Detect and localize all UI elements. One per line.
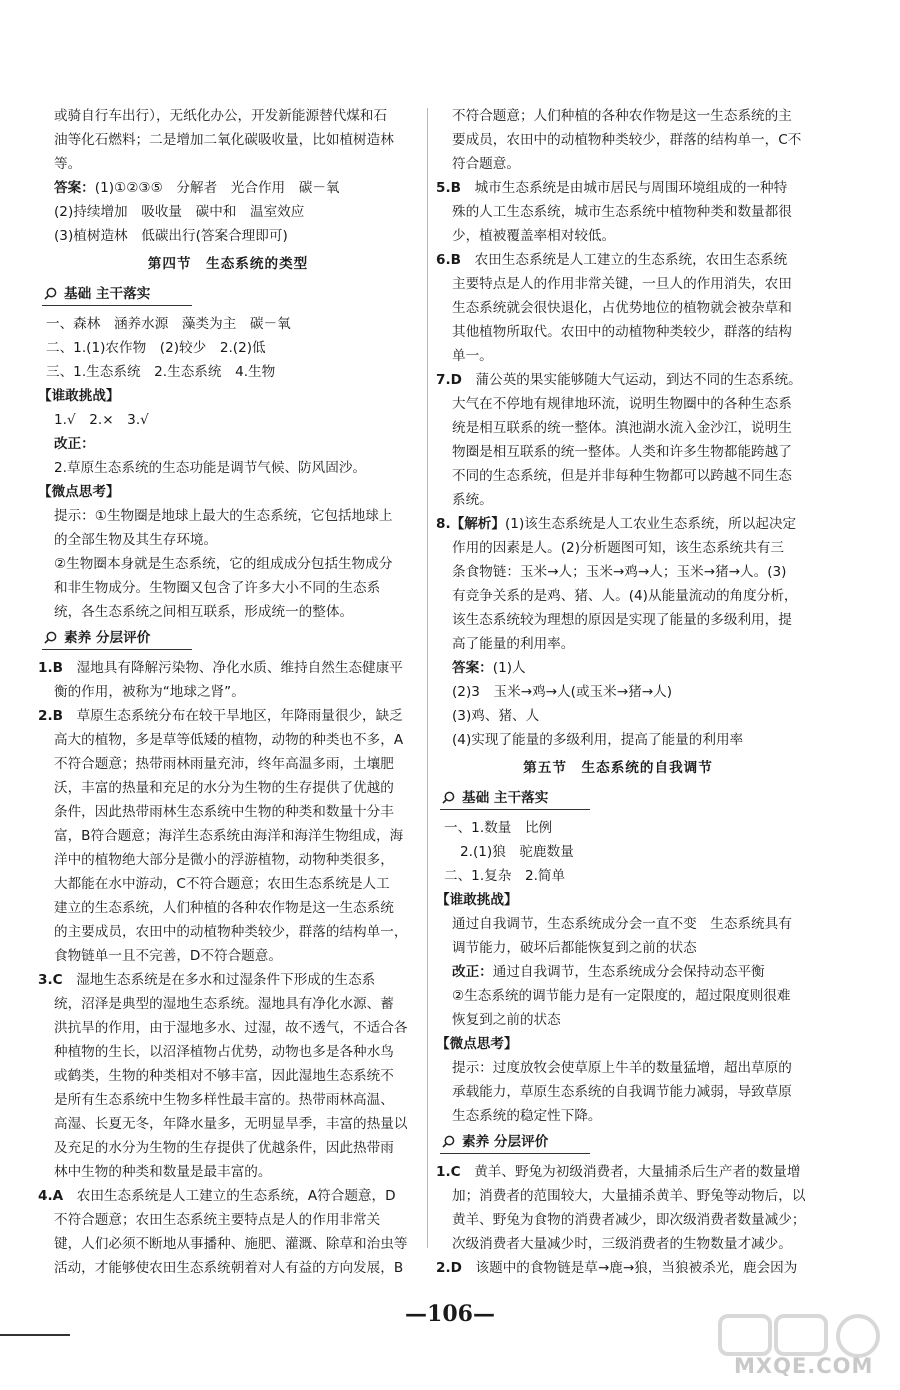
text-line: 承载能力，草原生态系统的自我调节能力减弱，导致草原 [452, 1084, 792, 1100]
item-number: 2.B [38, 708, 63, 724]
section-title: 第五节 生态系统的自我调节 [523, 760, 713, 776]
text-line: (1)①②③⑤ 分解者 光合作用 碳－氧 [94, 180, 340, 196]
magnifier-icon [44, 631, 57, 644]
text-line: 生态系统就会很快退化，占优势地位的植物就会被杂草和 [452, 300, 792, 316]
text-line: 要成员，农田中的动植物种类较少，群落的结构单一，C不 [452, 132, 802, 148]
text-line: 是所有生态系统中生物多样性最丰富的。热带雨林高温、 [54, 1092, 394, 1108]
text-line: ②生态系统的调节能力是有一定限度的，超过限度则很难 [452, 988, 791, 1004]
text-line: (1)该生态系统是人工农业生态系统，所以起决定 [505, 516, 797, 532]
text-line: (1)人 [492, 660, 526, 676]
text-line: 黄羊、野兔为初级消费者，大量捕杀后生产者的数量增 [474, 1164, 801, 1180]
text-line: 2.(1)狼 驼鹿数量 [460, 844, 574, 860]
text-line: 黄羊、野兔为食物的消费者减少，即次级消费者数量减少； [452, 1212, 806, 1228]
text-line: 该生态系统较为理想的原因是实现了能量的多级利用，提 [452, 612, 792, 628]
text-line: 大气在不停地有规律地环流，说明生物圈中的各种生态系 [452, 396, 792, 412]
item-number: 3.C [38, 972, 63, 988]
text-line: ②生物圈本身就是生态系统，它的组成成分包括生物成分 [54, 556, 393, 572]
text-line: 恢复到之前的状态 [452, 1012, 561, 1028]
page-number: —106— [405, 1301, 495, 1327]
challenge-label: 【谁敢挑战】 [38, 388, 120, 404]
text-line: 键，人们必须不断地从事播种、施肥、灌溉、除草和治虫等 [54, 1236, 408, 1252]
text-line: 富，B符合题意；海洋生态系统由海洋和海洋生物组成，海 [54, 828, 404, 844]
banner-underline [440, 1153, 590, 1155]
correction-label: 改正： [452, 964, 493, 980]
banner-underline [440, 809, 590, 811]
text-line: 食物链单一且不完善，D不符合题意。 [54, 948, 282, 964]
text-line: 不符合题意；人们种植的各种农作物是这一生态系统的主 [452, 108, 792, 124]
text-line: 或鹤类，生物的种类相对不够丰富，因此湿地生态系统不 [54, 1068, 394, 1084]
text-line: 通过自我调节，生态系统成分会保持动态平衡 [492, 964, 765, 980]
eval-item [38, 1184, 418, 1280]
text-line: 一、1.数量 比例 [444, 820, 553, 836]
text-line: 三、1.生态系统 2.生态系统 4.生物 [46, 364, 276, 380]
text-line: 统，沼泽是典型的湿地生态系统。湿地具有净化水源、蓄 [54, 996, 394, 1012]
text-line: 加；消费者的范围较大，大量捕杀黄羊、野兔等动物后，以 [452, 1188, 806, 1204]
text-line: 统，各生态系统之间相互联系，形成统一的整体。 [54, 604, 354, 620]
page-number-value: 106 [427, 1301, 473, 1327]
banner-basic [436, 786, 800, 812]
text-line: 洋中的植物绝大部分是微小的浮游植物，动物种类很多， [54, 852, 394, 868]
text-line: 物圈是相互联系的统一整体。人类和许多生物都能跨越了 [452, 444, 792, 460]
thinking-label: 【微点思考】 [38, 484, 120, 500]
text-line: 统是相互联系的统一整体。滇池湖水流入金沙江，说明生 [452, 420, 792, 436]
text-line: 及充足的水分为生物的生存提供了优越条件，因此热带雨 [54, 1140, 394, 1156]
text-line: 建立的生态系统，人们种植的各种农作物是这一生态系统 [54, 900, 394, 916]
text-line: 条件，因此热带雨林生态系统中生物的种类和数量十分丰 [54, 804, 394, 820]
answer-item [436, 368, 800, 512]
text-line: 调节能力，破坏后都能恢复到之前的状态 [452, 940, 697, 956]
text-line: 二、1.(1)农作物 (2)较少 2.(2)低 [46, 340, 266, 356]
section-title: 第四节 生态系统的类型 [147, 256, 309, 272]
text-line: 条食物链：玉米→人；玉米→鸡→人；玉米→猪→人。(3) [452, 564, 787, 580]
item-number: 2.D [436, 1260, 462, 1276]
text-line: 林中生物的种类和数量是最丰富的。 [54, 1164, 272, 1180]
answer-item [436, 248, 800, 368]
column-divider [427, 108, 428, 1248]
text-line: 高湿、长夏无冬，年降水量多，无明显旱季，丰富的热量以 [54, 1116, 408, 1132]
text-line: 1.√ 2.× 3.√ [54, 412, 149, 428]
answer-item-8 [436, 512, 800, 752]
watermark-text: MXQE.COM [734, 1354, 874, 1378]
text-line: (4)实现了能量的多级利用，提高了能量的利用率 [452, 732, 744, 748]
text-line: 改正： [54, 436, 95, 452]
answer-label: 答案： [54, 180, 95, 196]
text-line: 提示：①生物圈是地球上最大的生态系统，它包括地球上 [54, 508, 393, 524]
text-line: 不符合题意；热带雨林雨量充沛，终年高温多雨，土壤肥 [54, 756, 394, 772]
text-line: 系统。 [452, 492, 493, 508]
eval-item [38, 968, 418, 1184]
magnifier-icon [442, 1135, 455, 1148]
text-line: 油等化石燃料；二是增加二氧化碳吸收量，比如植树造林 [54, 132, 394, 148]
text-line: 通过自我调节，生态系统成分会一直不变 生态系统具有 [452, 916, 792, 932]
magnifier-icon [442, 791, 455, 804]
text-line: 少，植被覆盖率相对较低。 [452, 228, 616, 244]
text-line: 有竞争关系的是鸡、猪、人。(4)从能量流动的角度分析， [452, 588, 798, 604]
text-line: 沃，丰富的热量和充足的水分为生物的生存提供了优越的 [54, 780, 394, 796]
text-line: 二、1.复杂 2.简单 [444, 868, 566, 884]
banner-label: 素养 分层评价 [64, 630, 151, 646]
item-number: 5.B [436, 180, 461, 196]
text-line: (2)持续增加 吸收量 碳中和 温室效应 [54, 204, 305, 220]
basic-answers [436, 816, 800, 888]
text-line: 高了能量的利用率。 [452, 636, 575, 652]
item-number: 7.D [436, 372, 462, 388]
text-line: 不同的生态系统，但是并非每种生物都可以跨越不同生态 [452, 468, 792, 484]
text-line: 该题中的食物链是草→鹿→狼，当狼被杀光，鹿会因为 [475, 1260, 798, 1276]
banner-eval [38, 626, 418, 652]
text-line: 农田生态系统是人工建立的生态系统，农田生态系统 [474, 252, 788, 268]
item-number: 4.A [38, 1188, 64, 1204]
item-number: 1.C [436, 1164, 461, 1180]
text-line: (3)植树造林 低碳出行(答案合理即可) [54, 228, 288, 244]
eval-item [38, 704, 418, 968]
text-line: 高大的植物，多是草等低矮的植物，动物的种类也不多，A [54, 732, 404, 748]
answer-label: 答案： [452, 660, 493, 676]
right-column [436, 104, 806, 1280]
text-line: 殊的人工生态系统，城市生态系统中植物种类和数量都很 [452, 204, 792, 220]
basic-answers [38, 312, 418, 384]
text-line: 一、森林 涵养水源 藻类为主 碳－氧 [46, 316, 291, 332]
text-line: 活动，才能够使农田生态系统朝着对人有益的方向发展，B [54, 1260, 404, 1276]
text-line: 洪抗旱的作用，由于湿地多水、过湿，故不透气，不适合各 [54, 1020, 408, 1036]
challenge-label: 【谁敢挑战】 [436, 892, 518, 908]
text-line: (2)3 玉米→鸡→人(或玉米→猪→人) [452, 684, 673, 700]
banner-label: 素养 分层评价 [462, 1134, 549, 1150]
banner-eval [436, 1130, 800, 1156]
continued-paragraph [436, 104, 800, 176]
answer-item [436, 176, 800, 248]
thinking-block [38, 504, 418, 624]
thinking-block [436, 1056, 800, 1128]
challenge-block [38, 408, 418, 480]
text-line: 单一。 [452, 348, 493, 364]
text-line: 湿地具有降解污染物、净化水质、维持自然生态健康平 [76, 660, 403, 676]
text-line: 其他植物所取代。农田中的动植物种类较少，群落的结构 [452, 324, 792, 340]
text-line: 农田生态系统是人工建立的生态系统，A符合题意，D [76, 1188, 396, 1204]
text-line: 或骑自行车出行），无纸化办公，开发新能源替代煤和石 [54, 108, 388, 124]
text-line: 生态系统的稳定性下降。 [452, 1108, 602, 1124]
text-line: 衡的作用，被称为“地球之肾”。 [54, 684, 245, 700]
text-line: 大都能在水中游动，C不符合题意；农田生态系统是人工 [54, 876, 390, 892]
item-number: 1.B [38, 660, 63, 676]
text-line: 的全部生物及其生存环境。 [54, 532, 218, 548]
text-line: 种植物的生长，以沼泽植物占优势，动物也多是各种水鸟 [54, 1044, 394, 1060]
banner-underline [42, 649, 192, 651]
text-line: 次级消费者大量减少时，三级消费者的生物数量才减少。 [452, 1236, 792, 1252]
text-line: 蒲公英的果实能够随大气运动，到达不同的生态系统。 [475, 372, 802, 388]
text-line: 不符合题意；农田生态系统主要特点是人的作用非常关 [54, 1212, 381, 1228]
analysis-label: 【解析】 [450, 516, 505, 532]
text-line: 城市生态系统是由城市居民与周围环境组成的一种特 [474, 180, 788, 196]
text-line: 草原生态系统分布在较干旱地区，年降雨量很少，缺乏 [76, 708, 403, 724]
text-line: 的主要成员，农田中的动植物种类较少，群落的结构单一， [54, 924, 408, 940]
magnifier-icon [44, 287, 57, 300]
text-line: 作用的因素是人。(2)分析题图可知，该生态系统共有三 [452, 540, 784, 556]
banner-label: 基础 主干落实 [462, 790, 549, 806]
text-line: 湿地生态系统是在多水和过湿条件下形成的生态系 [76, 972, 376, 988]
text-line: 等。 [54, 156, 82, 172]
eval-item [436, 1256, 800, 1280]
banner-basic [38, 282, 418, 308]
challenge-block [436, 912, 800, 1032]
text-line: 主要特点是人的作用非常关键，一旦人的作用消失，农田 [452, 276, 792, 292]
text-line: 2.草原生态系统的生态功能是调节气候、防风固沙。 [54, 460, 367, 476]
item-number: 6.B [436, 252, 461, 268]
item-number: 8. [436, 516, 451, 532]
left-column [38, 104, 418, 1280]
intro-paragraph [38, 104, 418, 176]
answer-block [38, 176, 418, 248]
text-line: (3)鸡、猪、人 [452, 708, 540, 724]
text-line: 符合题意。 [452, 156, 520, 172]
banner-label: 基础 主干落实 [64, 286, 151, 302]
banner-underline [42, 305, 192, 307]
corner-rule [0, 1334, 70, 1336]
eval-item [38, 656, 418, 704]
eval-item [436, 1160, 806, 1256]
text-line: 和非生物成分。生物圈又包含了许多大小不同的生态系 [54, 580, 381, 596]
thinking-label: 【微点思考】 [436, 1036, 518, 1052]
text-line: 提示：过度放牧会使草原上牛羊的数量猛增，超出草原的 [452, 1060, 792, 1076]
